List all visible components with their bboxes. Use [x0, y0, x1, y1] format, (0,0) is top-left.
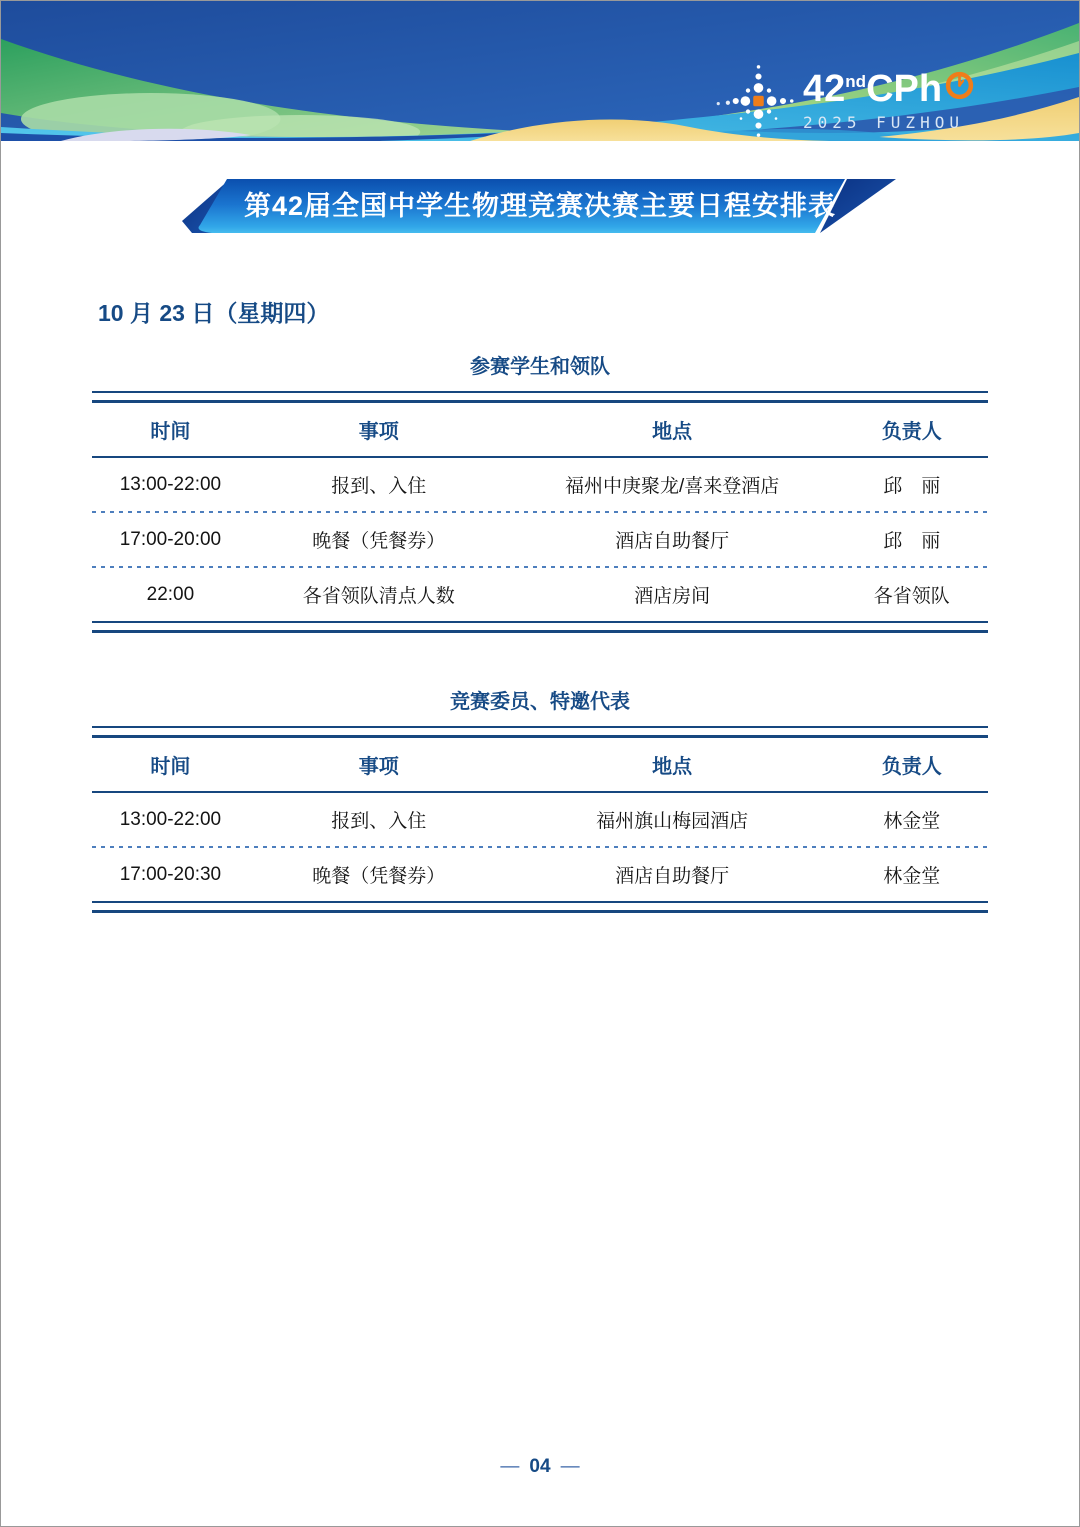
- table-top-rule: [92, 726, 988, 738]
- column-header-time: 时间: [150, 421, 191, 443]
- footer-left-dash: —: [500, 1456, 520, 1477]
- cell-place: 酒店自助餐厅: [615, 531, 730, 552]
- title-banner: [182, 179, 898, 233]
- table-bottom-rule: [92, 621, 988, 633]
- table-header-row: [92, 738, 988, 791]
- logo-subtitle: 2025 FUZHOU: [803, 113, 964, 132]
- column-header-item: 事项: [358, 756, 399, 778]
- table-header-row: [92, 403, 988, 456]
- section-title: 竞赛委员、特邀代表: [450, 691, 630, 713]
- cell-person: 林金堂: [883, 866, 941, 887]
- cell-time: 17:00-20:30: [119, 863, 222, 885]
- column-header-place: 地点: [652, 421, 693, 443]
- cell-item: 报到、入住: [331, 476, 427, 497]
- schedule-table-students: [92, 350, 988, 633]
- column-header-person: 负责人: [881, 756, 942, 778]
- column-header-time: 时间: [150, 756, 191, 778]
- cell-place: 福州旗山梅园酒店: [596, 811, 749, 832]
- table-row: [92, 793, 988, 846]
- table-top-rule: [92, 391, 988, 403]
- logo-ordinal: nd: [845, 72, 867, 91]
- cell-item: 各省领队清点人数: [302, 586, 455, 607]
- event-logo: [713, 57, 975, 141]
- column-header-place: 地点: [652, 756, 693, 778]
- table-row: [92, 848, 988, 901]
- page-footer: [1, 1456, 1079, 1478]
- footer-right-dash: —: [560, 1456, 580, 1477]
- cell-item: 晚餐（凭餐券）: [312, 531, 446, 552]
- cell-person: 邱 丽: [883, 531, 941, 552]
- cell-place: 福州中庚聚龙/喜来登酒店: [565, 476, 780, 497]
- cell-item: 报到、入住: [331, 811, 427, 832]
- logo-title: [803, 70, 975, 108]
- header-band: [1, 1, 1079, 141]
- table-bottom-rule: [92, 901, 988, 913]
- dots-cross-logo-icon: [713, 57, 797, 141]
- cell-place: 酒店自助餐厅: [615, 866, 730, 887]
- logo-number: 42: [803, 68, 846, 110]
- cell-person: 各省领队: [873, 586, 950, 607]
- cell-person: 邱 丽: [883, 476, 941, 497]
- date-heading: 10 月 23 日（星期四）: [98, 300, 330, 326]
- column-header-item: 事项: [358, 421, 399, 443]
- page-title: 第42届全国中学生物理竞赛决赛主要日程安排表: [243, 191, 837, 221]
- clock-icon: [944, 70, 975, 101]
- cell-person: 林金堂: [883, 811, 941, 832]
- logo-text: [803, 70, 975, 132]
- page-number: 04: [529, 1456, 551, 1477]
- table-row: [92, 568, 988, 621]
- schedule-table-committee: [92, 685, 988, 913]
- table-row: [92, 458, 988, 511]
- cell-place: 酒店房间: [634, 586, 711, 607]
- cell-time: 13:00-22:00: [119, 473, 222, 495]
- cell-time: 22:00: [146, 583, 195, 605]
- logo-name: CPh: [866, 68, 943, 110]
- cell-item: 晚餐（凭餐券）: [312, 866, 446, 887]
- column-header-person: 负责人: [881, 421, 942, 443]
- table-row: [92, 513, 988, 566]
- section-title: 参赛学生和领队: [470, 356, 610, 378]
- cell-time: 13:00-22:00: [119, 808, 222, 830]
- cell-time: 17:00-20:00: [119, 528, 222, 550]
